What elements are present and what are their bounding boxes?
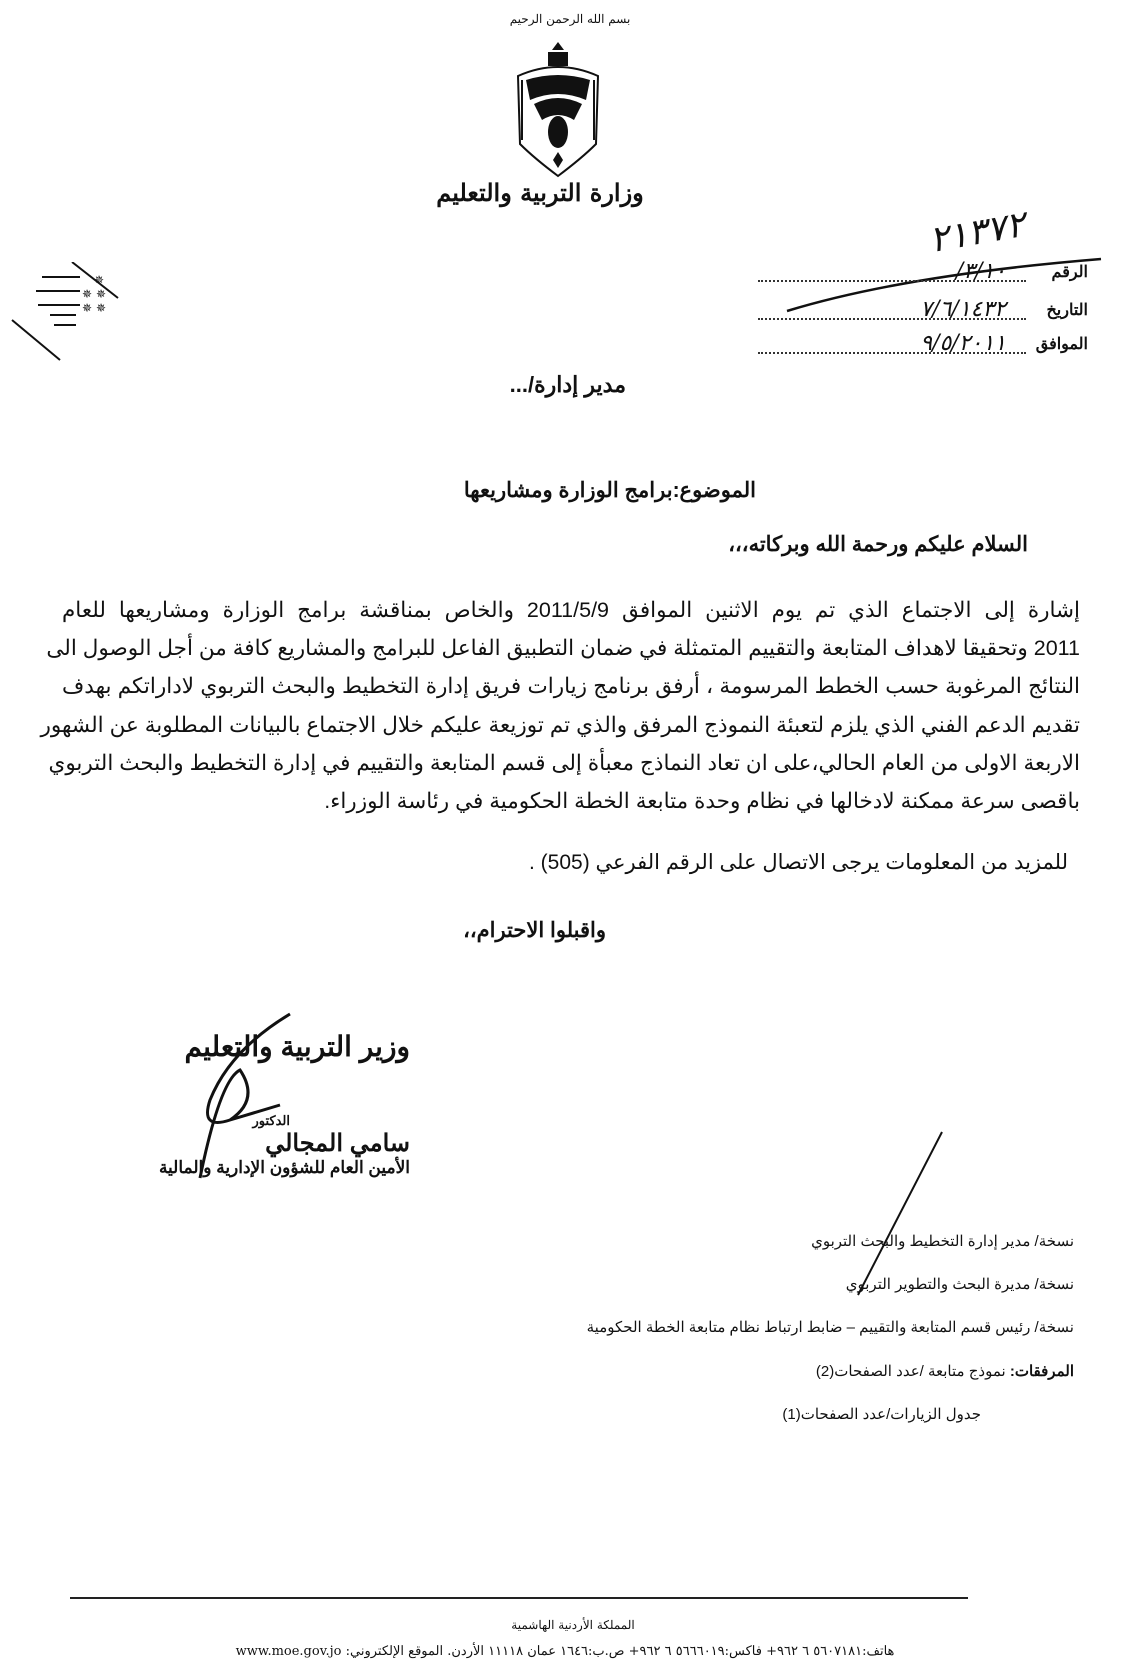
svg-text:✵: ✵ <box>82 301 93 315</box>
addressee: مدير إدارة/... <box>509 372 626 397</box>
more-info: للمزيد من المعلومات يرجى الاتصال على الرقم الفرعي (505) . <box>528 851 1068 874</box>
corresponding-label: الموافق <box>1035 336 1088 353</box>
handwritten-reference: ٢١٣٧٢ <box>926 203 1029 262</box>
body-line: النتائج المرغوبة حسب الخطط المرسومة ، أرفق برنامج زيارات فريق إدارة التخطيط والبحث التربوي لاداراتكم بهدف <box>62 674 1080 698</box>
attachments-label: المرفقات: <box>1009 1363 1074 1380</box>
copy-recipient: نسخة/ رئيس قسم المتابعة والتقييم – ضابط ارتباط نظام متابعة الخطة الحكومية <box>586 1319 1074 1336</box>
attachment-item <box>816 1362 1074 1380</box>
corresponding-date-row <box>758 331 1088 356</box>
handwritten-signature <box>170 1010 300 1180</box>
body-line: الاربعة الاولى من العام الحالي،على ان تعاد النماذج معبأة إلى قسم المتابعة والتقييم في إدارة التخطيط والبحث التربوي <box>48 751 1080 775</box>
body-line: 2011 وتحقيقا لاهداف المتابعة والتقييم المتمثلة في ضمان التطبيق الفاعل للبرامج والمشاريع كافة من أجل الوصول الى <box>46 636 1080 660</box>
attachment-item: جدول الزيارات/عدد الصفحات(1) <box>782 1406 981 1423</box>
footer-country: المملكة الأردنية الهاشمية <box>511 1618 635 1632</box>
signatory-title: وزير التربية والتعليم <box>184 1031 410 1062</box>
body-line: تقديم الدعم الفني الذي يلزم لتعبئة النموذج المرفق والذي تم توزيعة عليكم خلال الاجتماع بالبيانات المطلوبة عن الشهور <box>40 713 1080 737</box>
subject: الموضوع:برامج الوزارة ومشاريعها <box>463 479 756 502</box>
footer-divider <box>70 1597 968 1599</box>
signatory-name: سامي المجالي <box>265 1130 410 1157</box>
svg-text:✵: ✵ <box>96 287 107 301</box>
date-label: التاريخ <box>1046 302 1088 319</box>
basmala: بسم الله الرحمن الرحيم <box>509 12 631 26</box>
number-label: الرقم <box>1051 264 1088 281</box>
footer-contact: هاتف:٥٦٠٧١٨١ ٦ ٩٦٢+ فاكس:٥٦٦٦٠١٩ ٦ ٩٦٢+ ص.ب:١٦٤٦ عمان ١١١١٨ الأردن. الموقع الإلكتروني: www.moe.gov.jo <box>235 1644 895 1659</box>
attachment-text: نموذج متابعة /عدد الصفحات(2) <box>815 1363 1006 1380</box>
svg-text:✵: ✵ <box>96 301 107 315</box>
closing: واقبلوا الاحترام،، <box>463 919 606 942</box>
reference-number-row <box>758 259 1088 284</box>
svg-text:✵: ✵ <box>94 273 105 287</box>
ministry-name: وزارة التربية والتعليم <box>436 178 644 207</box>
copy-recipient: نسخة/ مدير إدارة التخطيط والبحث التربوي <box>811 1233 1074 1250</box>
copy-recipient: نسخة/ مديرة البحث والتطوير التربوي <box>845 1276 1074 1293</box>
jordan-coat-of-arms-icon <box>512 40 604 180</box>
date-value: ٧/٦/١٤٣٢ <box>920 297 1006 322</box>
svg-text:✵: ✵ <box>82 287 93 301</box>
body-line: باقصى سرعة ممكنة لادخالها في نظام وحدة متابعة الخطة الحكومية في رئاسة الوزراء. <box>324 789 1080 813</box>
signatory-honorific: الدكتور <box>252 1113 290 1128</box>
received-stamp-icon <box>10 262 120 362</box>
number-value: ٣/١٠/ <box>955 259 1006 284</box>
date-row <box>758 297 1088 322</box>
body-line: إشارة إلى الاجتماع الذي تم يوم الاثنين الموافق 2011/5/9 والخاص بمناقشة برامج الوزارة ومشاريعها للعام <box>62 598 1080 622</box>
greeting: السلام عليكم ورحمة الله وبركاته،،، <box>728 533 1028 556</box>
signatory-position: الأمين العام للشؤون الإدارية والمالية <box>158 1158 410 1177</box>
corresponding-value: ٩/٥/٢٠١١ <box>920 331 1006 356</box>
